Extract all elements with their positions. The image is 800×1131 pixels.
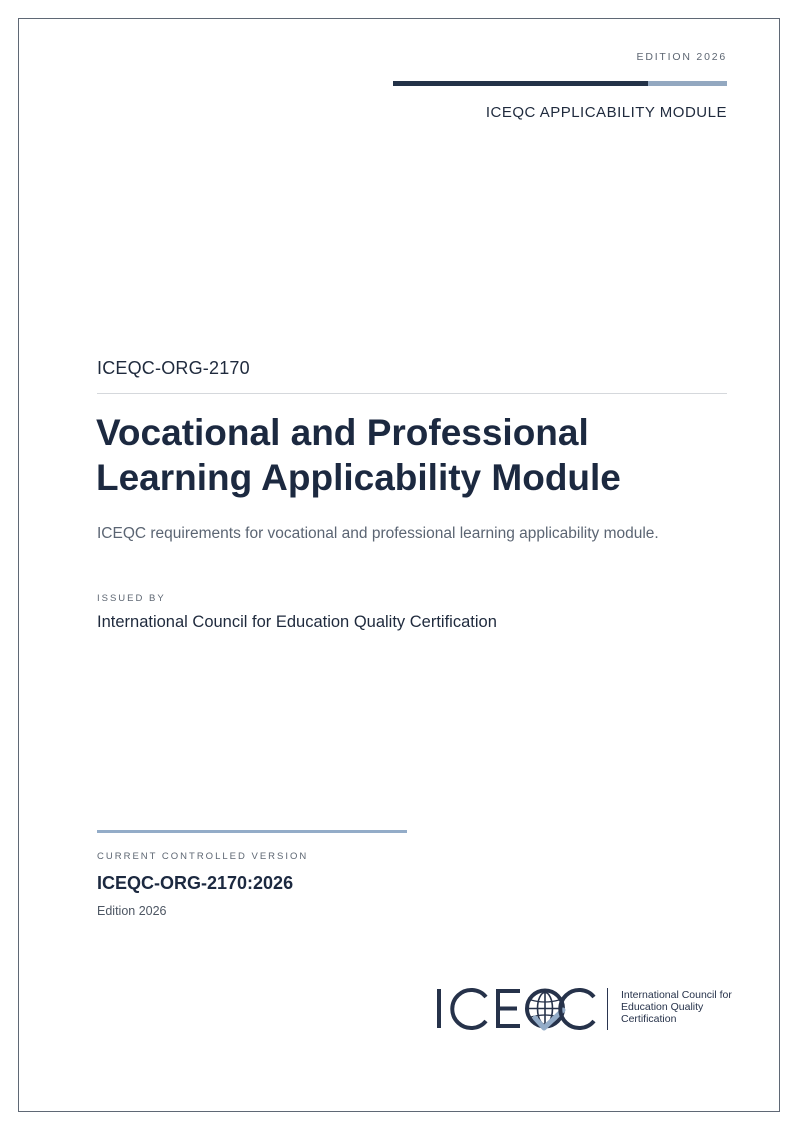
divider [97, 393, 727, 394]
logo-text-line: Certification [621, 1013, 677, 1026]
document-code: ICEQC-ORG-2170 [97, 358, 250, 378]
header-rule-light [648, 81, 727, 86]
iceqc-logo-mark [434, 984, 599, 1036]
logo-divider [607, 988, 608, 1030]
issuer-name: International Council for Education Quality Certification [97, 613, 497, 631]
version-edition: Edition 2026 [97, 904, 167, 918]
issued-by-label: ISSUED BY [97, 593, 166, 604]
edition-label: EDITION 2026 [636, 51, 727, 63]
version-rule [97, 830, 407, 833]
document-subtitle: ICEQC requirements for vocational and professional learning applicability module. [97, 525, 659, 542]
logo-organization-text [621, 989, 732, 1026]
module-label: ICEQC APPLICABILITY MODULE [485, 104, 727, 121]
page-frame [18, 18, 780, 1112]
header-rule-dark [393, 81, 648, 86]
document-title: Vocational and Professional Learning Applicability Module [96, 412, 621, 498]
logo-text-line: Education Quality [621, 1001, 704, 1014]
version-label: CURRENT CONTROLLED VERSION [97, 851, 309, 862]
iceqc-logo [434, 984, 734, 1036]
version-code: ICEQC-ORG-2170:2026 [97, 873, 294, 893]
logo-text-line: International Council for [621, 989, 732, 1001]
